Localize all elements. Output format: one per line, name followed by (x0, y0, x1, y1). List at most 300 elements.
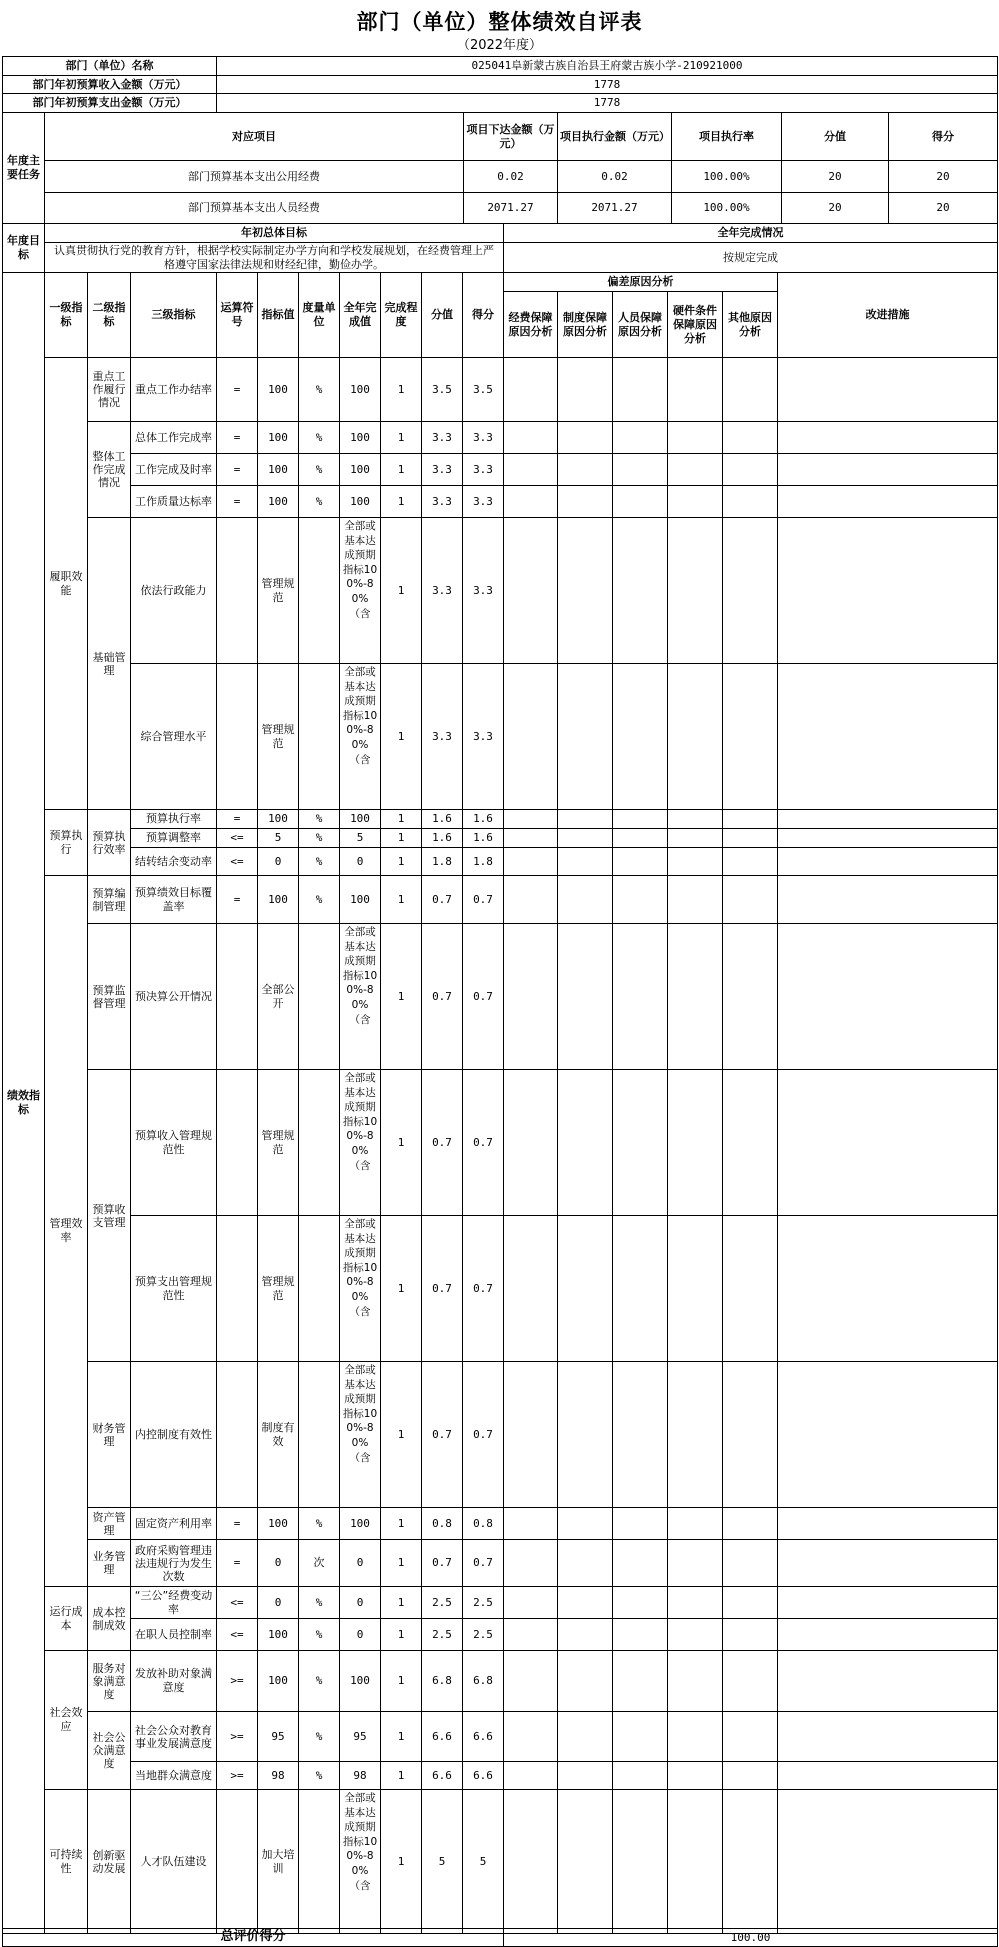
unit-cell: % (299, 829, 340, 848)
task-score-value: 20 (782, 161, 889, 193)
score-value-cell: 2.5 (422, 1587, 463, 1619)
dev-funding-cell (504, 1619, 558, 1651)
dev-funding-cell (504, 1362, 558, 1508)
completion-cell: 1 (381, 1651, 422, 1712)
dev-funding-cell (504, 518, 558, 664)
completion-cell: 1 (381, 486, 422, 518)
dev-system-cell (558, 1216, 613, 1362)
initial-goal-header: 年初总体目标 (45, 224, 504, 243)
page-subtitle: （2022年度） (456, 38, 543, 53)
improvement-cell (778, 1790, 998, 1934)
completion-cell: 1 (381, 454, 422, 486)
level3-cell: 预算执行率 (131, 810, 217, 829)
indicator-row (3, 1216, 998, 1362)
dev-system-cell (558, 1070, 613, 1216)
operator-cell: <= (217, 848, 258, 876)
dev-system-cell (558, 1651, 613, 1712)
indicator-row (3, 518, 998, 664)
task-item: 部门预算基本支出人员经费 (45, 193, 464, 224)
actual-cell: 100 (340, 876, 381, 924)
level2-cell: 服务对象满意度 (88, 1651, 131, 1712)
score-cell: 3.3 (463, 486, 504, 518)
target-cell: 100 (258, 454, 299, 486)
operator-cell: = (217, 454, 258, 486)
dev-other-cell (723, 1762, 778, 1790)
dev-hardware-cell (668, 829, 723, 848)
dev-other-cell (723, 924, 778, 1070)
level3-cell: 政府采购管理违法违规行为发生次数 (131, 1540, 217, 1587)
dev-funding-cell (504, 924, 558, 1070)
unit-name-label: 部门（单位）名称 (3, 57, 217, 76)
indicator-row (3, 664, 998, 810)
target-cell: 管理规范 (258, 1216, 299, 1362)
completion-cell: 1 (381, 518, 422, 664)
dev-system-cell (558, 1712, 613, 1762)
unit-cell: % (299, 422, 340, 454)
total-score-value: 100.00 (504, 1929, 998, 1947)
level3-cell: 结转结余变动率 (131, 848, 217, 876)
score-cell: 3.3 (463, 664, 504, 810)
dev-hardware-cell (668, 454, 723, 486)
improvement-cell (778, 1651, 998, 1712)
operator-cell: = (217, 486, 258, 518)
level3-cell: 当地群众满意度 (131, 1762, 217, 1790)
dev-other-cell (723, 1651, 778, 1712)
target-cell: 0 (258, 1540, 299, 1587)
level2-cell: 社会公众满意度 (88, 1712, 131, 1790)
page-title: 部门（单位）整体绩效自评表 (356, 10, 643, 34)
unit-cell: % (299, 486, 340, 518)
unit-cell (299, 664, 340, 810)
score-cell: 6.6 (463, 1712, 504, 1762)
task-score-value: 20 (782, 193, 889, 224)
score-value-cell: 3.3 (422, 422, 463, 454)
improvement-cell (778, 454, 998, 486)
operator-cell: = (217, 1540, 258, 1587)
score-cell: 6.8 (463, 1651, 504, 1712)
dev-funding-cell (504, 664, 558, 810)
dev-other-cell (723, 358, 778, 422)
target-cell: 0 (258, 848, 299, 876)
completion-cell: 1 (381, 1619, 422, 1651)
header-level1: 一级指标 (45, 273, 88, 358)
header-dev-staff: 人员保障原因分析 (613, 292, 668, 358)
score-cell: 0.7 (463, 876, 504, 924)
operator-cell (217, 1070, 258, 1216)
dev-hardware-cell (668, 1762, 723, 1790)
task-executed: 0.02 (558, 161, 672, 193)
task-score: 20 (889, 161, 998, 193)
level3-cell: 预算收入管理规范性 (131, 1070, 217, 1216)
indicator-row (3, 1508, 998, 1540)
level2-cell: 整体工作完成情况 (88, 422, 131, 518)
income-label: 部门年初预算收入金额（万元） (3, 76, 217, 94)
dev-system-cell (558, 829, 613, 848)
completion-cell: 1 (381, 422, 422, 454)
level3-cell: 工作质量达标率 (131, 486, 217, 518)
dev-other-cell (723, 1216, 778, 1362)
indicator-row (3, 486, 998, 518)
tasks-header-score-value: 分值 (782, 113, 889, 161)
dev-other-cell (723, 848, 778, 876)
actual-cell: 全部或基本达成预期指标100%-80%（含 (340, 518, 381, 664)
dev-funding-cell (504, 454, 558, 486)
header-deviation: 偏差原因分析 (504, 273, 778, 292)
score-cell: 5 (463, 1790, 504, 1934)
info-table (2, 56, 998, 113)
level3-cell: 固定资产利用率 (131, 1508, 217, 1540)
score-cell: 0.7 (463, 1362, 504, 1508)
target-cell: 95 (258, 1712, 299, 1762)
level3-cell: 依法行政能力 (131, 518, 217, 664)
dev-hardware-cell (668, 1712, 723, 1762)
unit-cell: % (299, 876, 340, 924)
score-value-cell: 1.8 (422, 848, 463, 876)
operator-cell (217, 1790, 258, 1934)
level3-cell: 人才队伍建设 (131, 1790, 217, 1934)
improvement-cell (778, 1712, 998, 1762)
indicator-row (3, 848, 998, 876)
target-cell: 全部公开 (258, 924, 299, 1070)
score-value-cell: 2.5 (422, 1619, 463, 1651)
task-item: 部门预算基本支出公用经费 (45, 161, 464, 193)
dev-funding-cell (504, 422, 558, 454)
operator-cell: = (217, 358, 258, 422)
task-allocated: 0.02 (464, 161, 558, 193)
indicator-row (3, 1619, 998, 1651)
level2-cell: 创新驱动发展 (88, 1790, 131, 1934)
unit-cell: % (299, 454, 340, 486)
dev-funding-cell (504, 1540, 558, 1587)
dev-funding-cell (504, 810, 558, 829)
completion-cell: 1 (381, 358, 422, 422)
level1-cell: 预算执行 (45, 810, 88, 876)
actual-cell: 98 (340, 1762, 381, 1790)
dev-staff-cell (613, 829, 668, 848)
improvement-cell (778, 876, 998, 924)
actual-cell: 全部或基本达成预期指标100%-80%（含 (340, 1362, 381, 1508)
completion-cell: 1 (381, 1790, 422, 1934)
tasks-header-score: 得分 (889, 113, 998, 161)
target-cell: 100 (258, 810, 299, 829)
completion-cell: 1 (381, 876, 422, 924)
dev-hardware-cell (668, 1619, 723, 1651)
level2-cell: 重点工作履行情况 (88, 358, 131, 422)
unit-cell: % (299, 1712, 340, 1762)
header-dev-funding: 经费保障原因分析 (504, 292, 558, 358)
dev-funding-cell (504, 829, 558, 848)
improvement-cell (778, 358, 998, 422)
level3-cell: 预算绩效目标覆盖率 (131, 876, 217, 924)
level3-cell: 在职人员控制率 (131, 1619, 217, 1651)
score-value-cell: 3.3 (422, 454, 463, 486)
dev-hardware-cell (668, 876, 723, 924)
improvement-cell (778, 1362, 998, 1508)
goals-table (2, 223, 998, 273)
unit-cell: % (299, 848, 340, 876)
dev-staff-cell (613, 1587, 668, 1619)
completion-cell: 1 (381, 1070, 422, 1216)
completion-cell: 1 (381, 1216, 422, 1362)
actual-cell: 5 (340, 829, 381, 848)
dev-other-cell (723, 829, 778, 848)
dev-hardware-cell (668, 664, 723, 810)
improvement-cell (778, 1587, 998, 1619)
tasks-header-rate: 项目执行率 (672, 113, 782, 161)
dev-staff-cell (613, 664, 668, 810)
actual-cell: 95 (340, 1712, 381, 1762)
actual-cell: 全部或基本达成预期指标100%-80%（含 (340, 664, 381, 810)
score-cell: 0.7 (463, 1540, 504, 1587)
dev-system-cell (558, 1362, 613, 1508)
indicator-row (3, 1651, 998, 1712)
dev-hardware-cell (668, 358, 723, 422)
level2-cell: 资产管理 (88, 1508, 131, 1540)
dev-system-cell (558, 1619, 613, 1651)
dev-hardware-cell (668, 1508, 723, 1540)
operator-cell: = (217, 810, 258, 829)
score-value-cell: 1.6 (422, 829, 463, 848)
dev-system-cell (558, 422, 613, 454)
score-value-cell: 6.6 (422, 1762, 463, 1790)
completion-header: 全年完成情况 (504, 224, 998, 243)
operator-cell (217, 924, 258, 1070)
target-cell: 5 (258, 829, 299, 848)
target-cell: 管理规范 (258, 1070, 299, 1216)
dev-system-cell (558, 518, 613, 664)
level3-cell: 社会公众对教育事业发展满意度 (131, 1712, 217, 1762)
level2-cell: 预算收支管理 (88, 1070, 131, 1362)
dev-funding-cell (504, 1587, 558, 1619)
indicators-section-label: 绩效指标 (3, 273, 45, 1934)
score-cell: 1.8 (463, 848, 504, 876)
level3-cell: 内控制度有效性 (131, 1362, 217, 1508)
header-dev-hardware: 硬件条件保障原因分析 (668, 292, 723, 358)
dev-system-cell (558, 486, 613, 518)
indicator-row (3, 1712, 998, 1762)
unit-cell: % (299, 1508, 340, 1540)
improvement-cell (778, 924, 998, 1070)
indicators-table (2, 272, 998, 1934)
dev-staff-cell (613, 518, 668, 664)
level3-cell: 预决算公开情况 (131, 924, 217, 1070)
operator-cell: = (217, 876, 258, 924)
improvement-cell (778, 1540, 998, 1587)
dev-funding-cell (504, 486, 558, 518)
improvement-cell (778, 1508, 998, 1540)
score-cell: 0.7 (463, 1216, 504, 1362)
actual-cell: 0 (340, 1619, 381, 1651)
dev-system-cell (558, 358, 613, 422)
dev-hardware-cell (668, 810, 723, 829)
dev-system-cell (558, 1762, 613, 1790)
tasks-header-item: 对应项目 (45, 113, 464, 161)
expense-label: 部门年初预算支出金额（万元） (3, 94, 217, 113)
task-executed: 2071.27 (558, 193, 672, 224)
target-cell: 98 (258, 1762, 299, 1790)
dev-hardware-cell (668, 1540, 723, 1587)
unit-cell (299, 518, 340, 664)
header-operator: 运算符号 (217, 273, 258, 358)
dev-system-cell (558, 1508, 613, 1540)
actual-cell: 0 (340, 1540, 381, 1587)
header-score-value: 分值 (422, 273, 463, 358)
tasks-section-label: 年度主要任务 (3, 113, 45, 224)
indicator-row (3, 810, 998, 829)
completion-text: 按规定完成 (504, 243, 998, 273)
initial-goal-text: 认真贯彻执行党的教育方针，根据学校实际制定办学方向和学校发展规划，在经费管理上严格遵守国家法律法规和财经纪律，勤俭办学。 (45, 243, 504, 273)
improvement-cell (778, 422, 998, 454)
level2-cell: 预算执行效率 (88, 810, 131, 876)
unit-cell: % (299, 358, 340, 422)
level3-cell: 综合管理水平 (131, 664, 217, 810)
actual-cell: 全部或基本达成预期指标100%-80%（含 (340, 1790, 381, 1934)
indicator-row (3, 1762, 998, 1790)
score-value-cell: 3.3 (422, 664, 463, 810)
task-rate: 100.00% (672, 193, 782, 224)
score-value-cell: 5 (422, 1790, 463, 1934)
dev-system-cell (558, 1587, 613, 1619)
level3-cell: 总体工作完成率 (131, 422, 217, 454)
actual-cell: 100 (340, 810, 381, 829)
indicator-row (3, 422, 998, 454)
dev-funding-cell (504, 358, 558, 422)
level1-cell: 履职效能 (45, 358, 88, 810)
dev-staff-cell (613, 1790, 668, 1934)
dev-staff-cell (613, 1216, 668, 1362)
score-value-cell: 6.8 (422, 1651, 463, 1712)
operator-cell: >= (217, 1712, 258, 1762)
dev-staff-cell (613, 358, 668, 422)
dev-staff-cell (613, 454, 668, 486)
unit-cell: 次 (299, 1540, 340, 1587)
score-cell: 3.3 (463, 454, 504, 486)
level2-cell: 成本控制成效 (88, 1587, 131, 1651)
target-cell: 管理规范 (258, 518, 299, 664)
dev-funding-cell (504, 1216, 558, 1362)
actual-cell: 全部或基本达成预期指标100%-80%（含 (340, 924, 381, 1070)
dev-other-cell (723, 422, 778, 454)
tasks-table (2, 112, 998, 224)
score-value-cell: 3.3 (422, 518, 463, 664)
dev-system-cell (558, 454, 613, 486)
score-value-cell: 1.6 (422, 810, 463, 829)
header-score: 得分 (463, 273, 504, 358)
score-cell: 3.5 (463, 358, 504, 422)
dev-other-cell (723, 486, 778, 518)
actual-cell: 0 (340, 848, 381, 876)
dev-funding-cell (504, 1070, 558, 1216)
improvement-cell (778, 1619, 998, 1651)
completion-cell: 1 (381, 1712, 422, 1762)
actual-cell: 100 (340, 1651, 381, 1712)
task-score: 20 (889, 193, 998, 224)
dev-other-cell (723, 876, 778, 924)
score-value-cell: 3.5 (422, 358, 463, 422)
score-value-cell: 0.7 (422, 1540, 463, 1587)
completion-cell: 1 (381, 1362, 422, 1508)
unit-cell (299, 1790, 340, 1934)
operator-cell (217, 1216, 258, 1362)
unit-cell: % (299, 1762, 340, 1790)
header-dev-other: 其他原因分析 (723, 292, 778, 358)
dev-funding-cell (504, 1712, 558, 1762)
score-value-cell: 0.7 (422, 924, 463, 1070)
operator-cell: <= (217, 1587, 258, 1619)
unit-cell: % (299, 810, 340, 829)
header-level3: 三级指标 (131, 273, 217, 358)
improvement-cell (778, 664, 998, 810)
operator-cell: = (217, 422, 258, 454)
actual-cell: 0 (340, 1587, 381, 1619)
dev-hardware-cell (668, 1651, 723, 1712)
unit-cell: % (299, 1651, 340, 1712)
operator-cell: <= (217, 829, 258, 848)
dev-other-cell (723, 454, 778, 486)
dev-other-cell (723, 1540, 778, 1587)
operator-cell: <= (217, 1619, 258, 1651)
dev-funding-cell (504, 1790, 558, 1934)
task-row (3, 161, 998, 193)
dev-hardware-cell (668, 518, 723, 664)
dev-staff-cell (613, 1712, 668, 1762)
improvement-cell (778, 486, 998, 518)
dev-other-cell (723, 1587, 778, 1619)
level2-cell: 预算编制管理 (88, 876, 131, 924)
operator-cell (217, 518, 258, 664)
dev-funding-cell (504, 1508, 558, 1540)
completion-cell: 1 (381, 1587, 422, 1619)
header-dev-system: 制度保障原因分析 (558, 292, 613, 358)
improvement-cell (778, 848, 998, 876)
completion-cell: 1 (381, 1508, 422, 1540)
indicator-row (3, 1790, 998, 1934)
dev-staff-cell (613, 1651, 668, 1712)
dev-staff-cell (613, 924, 668, 1070)
unit-cell (299, 924, 340, 1070)
dev-staff-cell (613, 1070, 668, 1216)
dev-system-cell (558, 1540, 613, 1587)
target-cell: 100 (258, 358, 299, 422)
level1-cell: 可持续性 (45, 1790, 88, 1934)
total-score-label: 总评价得分 (3, 1929, 504, 1947)
unit-cell (299, 1362, 340, 1508)
level1-cell: 运行成本 (45, 1587, 88, 1651)
target-cell: 管理规范 (258, 664, 299, 810)
dev-other-cell (723, 1790, 778, 1934)
dev-staff-cell (613, 1619, 668, 1651)
score-value-cell: 0.7 (422, 1070, 463, 1216)
target-cell: 制度有效 (258, 1362, 299, 1508)
dev-hardware-cell (668, 1790, 723, 1934)
score-cell: 0.8 (463, 1508, 504, 1540)
dev-funding-cell (504, 1762, 558, 1790)
dev-other-cell (723, 1619, 778, 1651)
actual-cell: 100 (340, 454, 381, 486)
score-cell: 0.7 (463, 924, 504, 1070)
actual-cell: 全部或基本达成预期指标100%-80%（含 (340, 1216, 381, 1362)
expense-value: 1778 (217, 94, 998, 113)
dev-other-cell (723, 518, 778, 664)
score-value-cell: 0.7 (422, 1216, 463, 1362)
header-improvement: 改进措施 (778, 273, 998, 358)
score-cell: 2.5 (463, 1619, 504, 1651)
completion-cell: 1 (381, 810, 422, 829)
actual-cell: 100 (340, 486, 381, 518)
level3-cell: 发放补助对象满意度 (131, 1651, 217, 1712)
dev-other-cell (723, 1508, 778, 1540)
unit-name-value: 025041阜新蒙古族自治县王府蒙古族小学-210921000 (217, 57, 998, 76)
